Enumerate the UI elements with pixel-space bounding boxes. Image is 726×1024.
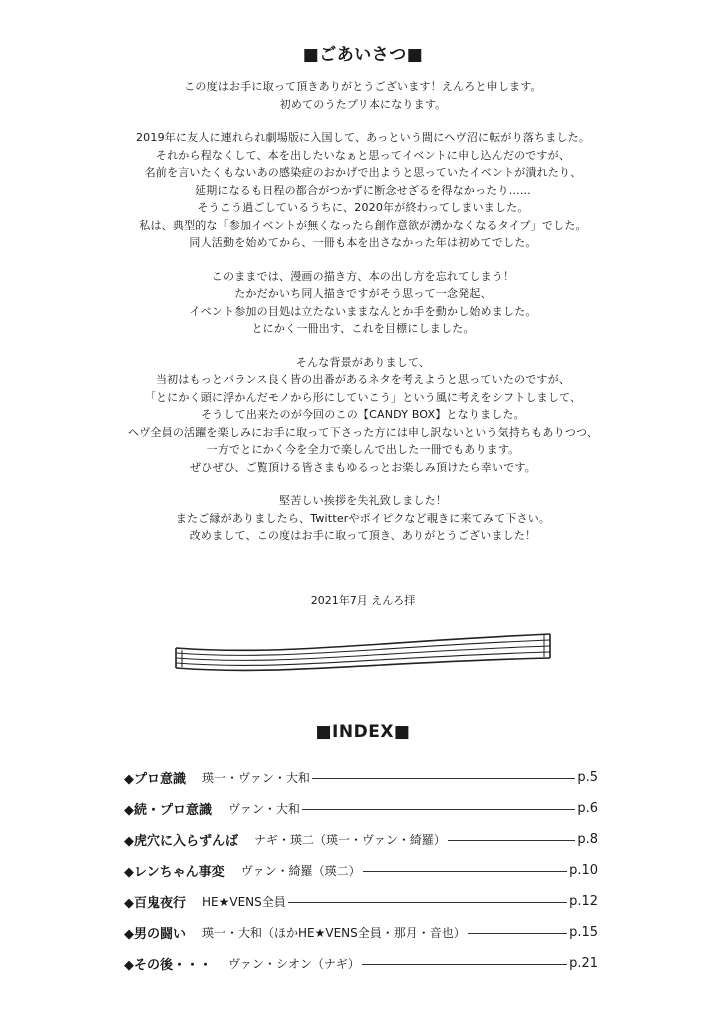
- toc-entry-page: p.10: [569, 863, 598, 878]
- greeting-line: このままでは、漫画の描き方、本の出し方を忘れてしまう！: [211, 269, 515, 283]
- toc-entry: [124, 948, 598, 979]
- table-of-contents: [124, 762, 598, 979]
- toc-entry: [124, 855, 598, 886]
- ribbon-divider-icon: [172, 626, 554, 686]
- greeting-line: イベント参加の目処は立たないままなんとか手を動かし始めました。: [189, 304, 537, 318]
- greeting-line: 延期になるも日程の都合がつかずに断念せざるを得なかったり……: [195, 183, 531, 197]
- greeting-paragraph: [60, 78, 666, 113]
- toc-entry-characters: HE★VENS全員: [202, 895, 286, 909]
- toc-entry-characters: ヴァン・大和: [228, 802, 300, 816]
- index-title: ■INDEX■: [315, 722, 411, 742]
- toc-entry-page: p.6: [577, 801, 598, 816]
- greeting-line: たかだかいち同人描きですがそう思って一念発起、: [234, 287, 492, 300]
- toc-entry-characters: ヴァン・シオン（ナギ）: [228, 957, 360, 971]
- greeting-paragraph: [60, 129, 666, 252]
- toc-leader-line: [448, 840, 575, 841]
- greeting-line: ヘヴ全員の活躍を楽しみにお手に取って下さった方には申し訳ないという気持ちもありつつ、: [128, 425, 598, 439]
- greeting-line: そうして出来たのが今回のこの【CANDY BOX】となりました。: [201, 408, 525, 421]
- toc-entry-title: ◆レンちゃん事変: [124, 865, 225, 880]
- greeting-line: 同人活動を始めてから、一冊も本を出さなかった年は初めてでした。: [189, 236, 537, 249]
- toc-entry: [124, 917, 598, 948]
- greeting-line: 「とにかく頭に浮かんだモノから形にしていこう」という風に考えをシフトしまして、: [144, 390, 582, 404]
- toc-entry-page: p.8: [577, 832, 598, 847]
- greeting-line: またご縁がありましたら、Twitterやポイピクなど覗きに来てみて下さい。: [175, 511, 551, 525]
- greeting-line: 一方でとにかく今を全力で楽しんで出した一冊でもあります。: [206, 443, 520, 456]
- toc-entry-characters: 瑛一・大和（ほかHE★VENS全員・那月・音也）: [202, 926, 466, 940]
- greeting-line: この度はお手に取って頂きありがとうございます！えんろと申します。: [184, 80, 542, 93]
- toc-entry-title: ◆百鬼夜行: [124, 896, 186, 911]
- toc-entry-title: ◆虎穴に入らずんば: [124, 834, 238, 849]
- greeting-line: そんな背景がありまして、: [295, 355, 431, 369]
- greeting-line: それから程なくして、本を出したいなぁと思ってイベントに申し込んだのですが、: [155, 148, 571, 162]
- toc-entry-characters: ナギ・瑛二（瑛一・ヴァン・綺羅）: [254, 833, 446, 847]
- toc-entry-page: p.21: [569, 956, 598, 971]
- toc-entry: [124, 762, 598, 793]
- toc-entry-title: ◆その後・・・: [124, 958, 212, 973]
- toc-entry-title: ◆プロ意識: [124, 772, 186, 787]
- toc-entry-page: p.15: [569, 925, 598, 940]
- toc-entry-title: ◆男の闘い: [124, 927, 186, 942]
- toc-leader-line: [302, 809, 575, 810]
- greeting-paragraph: [60, 268, 666, 338]
- toc-entry-characters: ヴァン・綺羅（瑛二）: [240, 864, 361, 878]
- greeting-line: 私は、典型的な「参加イベントが無くなったら創作意欲が湧かなくなるタイプ」でした。: [139, 218, 587, 232]
- greeting-paragraph: [60, 492, 666, 545]
- greeting-title: ■ごあいさつ■: [302, 45, 424, 65]
- toc-leader-line: [362, 964, 567, 965]
- greeting-line: 改めまして、この度はお手に取って頂き、ありがとうございました！: [189, 529, 537, 542]
- greeting-line: 初めてのうたプリ本になります。: [279, 97, 447, 111]
- toc-entry-title: ◆続・プロ意識: [124, 803, 212, 818]
- toc-entry: [124, 793, 598, 824]
- toc-entry: [124, 824, 598, 855]
- toc-leader-line: [312, 778, 575, 779]
- greeting-line: 当初はもっとバランス良く皆の出番があるネタを考えようと思っていたのですが、: [155, 373, 571, 386]
- greeting-line: 名前を言いたくもないあの感染症のおかげで出ようと思っていたイベントが潰れたり、: [144, 166, 582, 179]
- toc-entry-page: p.12: [569, 894, 598, 909]
- greeting-paragraph: [60, 354, 666, 477]
- toc-leader-line: [363, 871, 567, 872]
- toc-entry-page: p.5: [577, 770, 598, 785]
- greeting-body: [60, 78, 666, 561]
- greeting-line: 2019年に友人に連れられ劇場版に入国して、あっという間にヘヴ沼に転がり落ちました。: [135, 131, 591, 144]
- greeting-line: そうこう過ごしているうちに、2020年が終わってしまいました。: [197, 201, 529, 214]
- toc-leader-line: [288, 902, 567, 903]
- greeting-line: とにかく一冊出す、これを目標にしました。: [251, 322, 475, 335]
- greeting-line: 堅苦しい挨拶を失礼致しました！: [279, 494, 447, 507]
- toc-entry: [124, 886, 598, 917]
- signature: 2021年7月 えんろ拝: [310, 594, 416, 607]
- greeting-line: ぜひぜひ、ご覧頂ける皆さまもゆるっとお楽しみ頂けたら幸いです。: [190, 460, 536, 474]
- toc-entry-characters: 瑛一・ヴァン・大和: [202, 771, 310, 785]
- toc-leader-line: [468, 933, 567, 934]
